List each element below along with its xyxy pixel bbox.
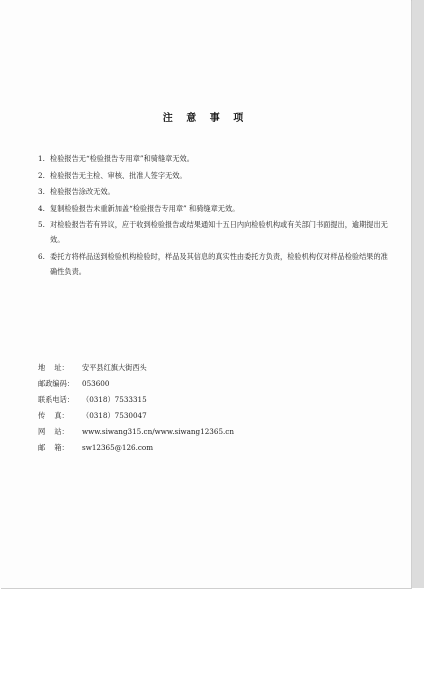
contact-address <box>38 360 368 376</box>
notice-text: 委托方将样品送到检验机构检验时，样品及其信息的真实性由委托方负责，检验机构仅对样品检验结果的准确性负责。 <box>50 251 388 276</box>
contact-label: 网 站： <box>38 427 69 436</box>
contact-value: （0318）7530047 <box>82 411 147 420</box>
notice-item-3 <box>38 184 393 199</box>
notice-item-2 <box>38 168 393 183</box>
contact-website <box>38 424 368 440</box>
contact-value: 安平县红旗大街西头 <box>82 363 147 372</box>
notice-text: 检验报告无“检验报告专用章”和骑缝章无效。 <box>50 154 194 163</box>
notice-text: 检验报告无主检、审核、批准人签字无效。 <box>50 170 187 180</box>
contact-email <box>38 440 368 456</box>
notice-number: 1. <box>38 154 45 163</box>
notice-number: 2. <box>38 170 45 180</box>
contact-phone <box>38 392 368 408</box>
contact-value: 053600 <box>82 379 110 388</box>
contact-label: 邮政编码： <box>38 379 74 388</box>
contact-value: （0318）7533315 <box>82 395 147 404</box>
contact-value: sw12365@126.com <box>82 443 154 452</box>
contact-label: 邮 箱： <box>38 443 69 452</box>
contact-label: 联系电话： <box>38 395 74 404</box>
scanner-edge <box>411 0 424 588</box>
contact-postcode <box>38 376 368 392</box>
notice-text: 复制检验报告未重新加盖“检验报告专用章” 和骑缝章无效。 <box>50 203 240 213</box>
contact-value: www.siwang315.cn/www.siwang12365.cn <box>82 427 234 436</box>
notice-number: 4. <box>38 203 45 213</box>
notice-number: 5. <box>38 220 45 229</box>
notice-number: 3. <box>38 187 45 196</box>
notice-text: 检验报告涂改无效。 <box>50 187 115 196</box>
notice-number: 6. <box>38 251 45 261</box>
contact-fax <box>38 408 368 424</box>
contact-label: 传 真： <box>38 411 69 420</box>
notice-item-1 <box>38 151 393 166</box>
notice-item-5 <box>38 217 393 247</box>
notice-list <box>38 151 393 280</box>
notice-item-6 <box>38 249 393 279</box>
contact-info <box>38 360 368 456</box>
notice-item-4 <box>38 201 393 216</box>
contact-label: 地 址： <box>38 363 69 372</box>
notice-text: 对检验报告若有异议，应于收到检验报告或结果通知十五日内向检验机构或有关部门书面提出，逾期提出无效。 <box>50 220 388 244</box>
page-title: 注 意 事 项 <box>162 113 249 124</box>
